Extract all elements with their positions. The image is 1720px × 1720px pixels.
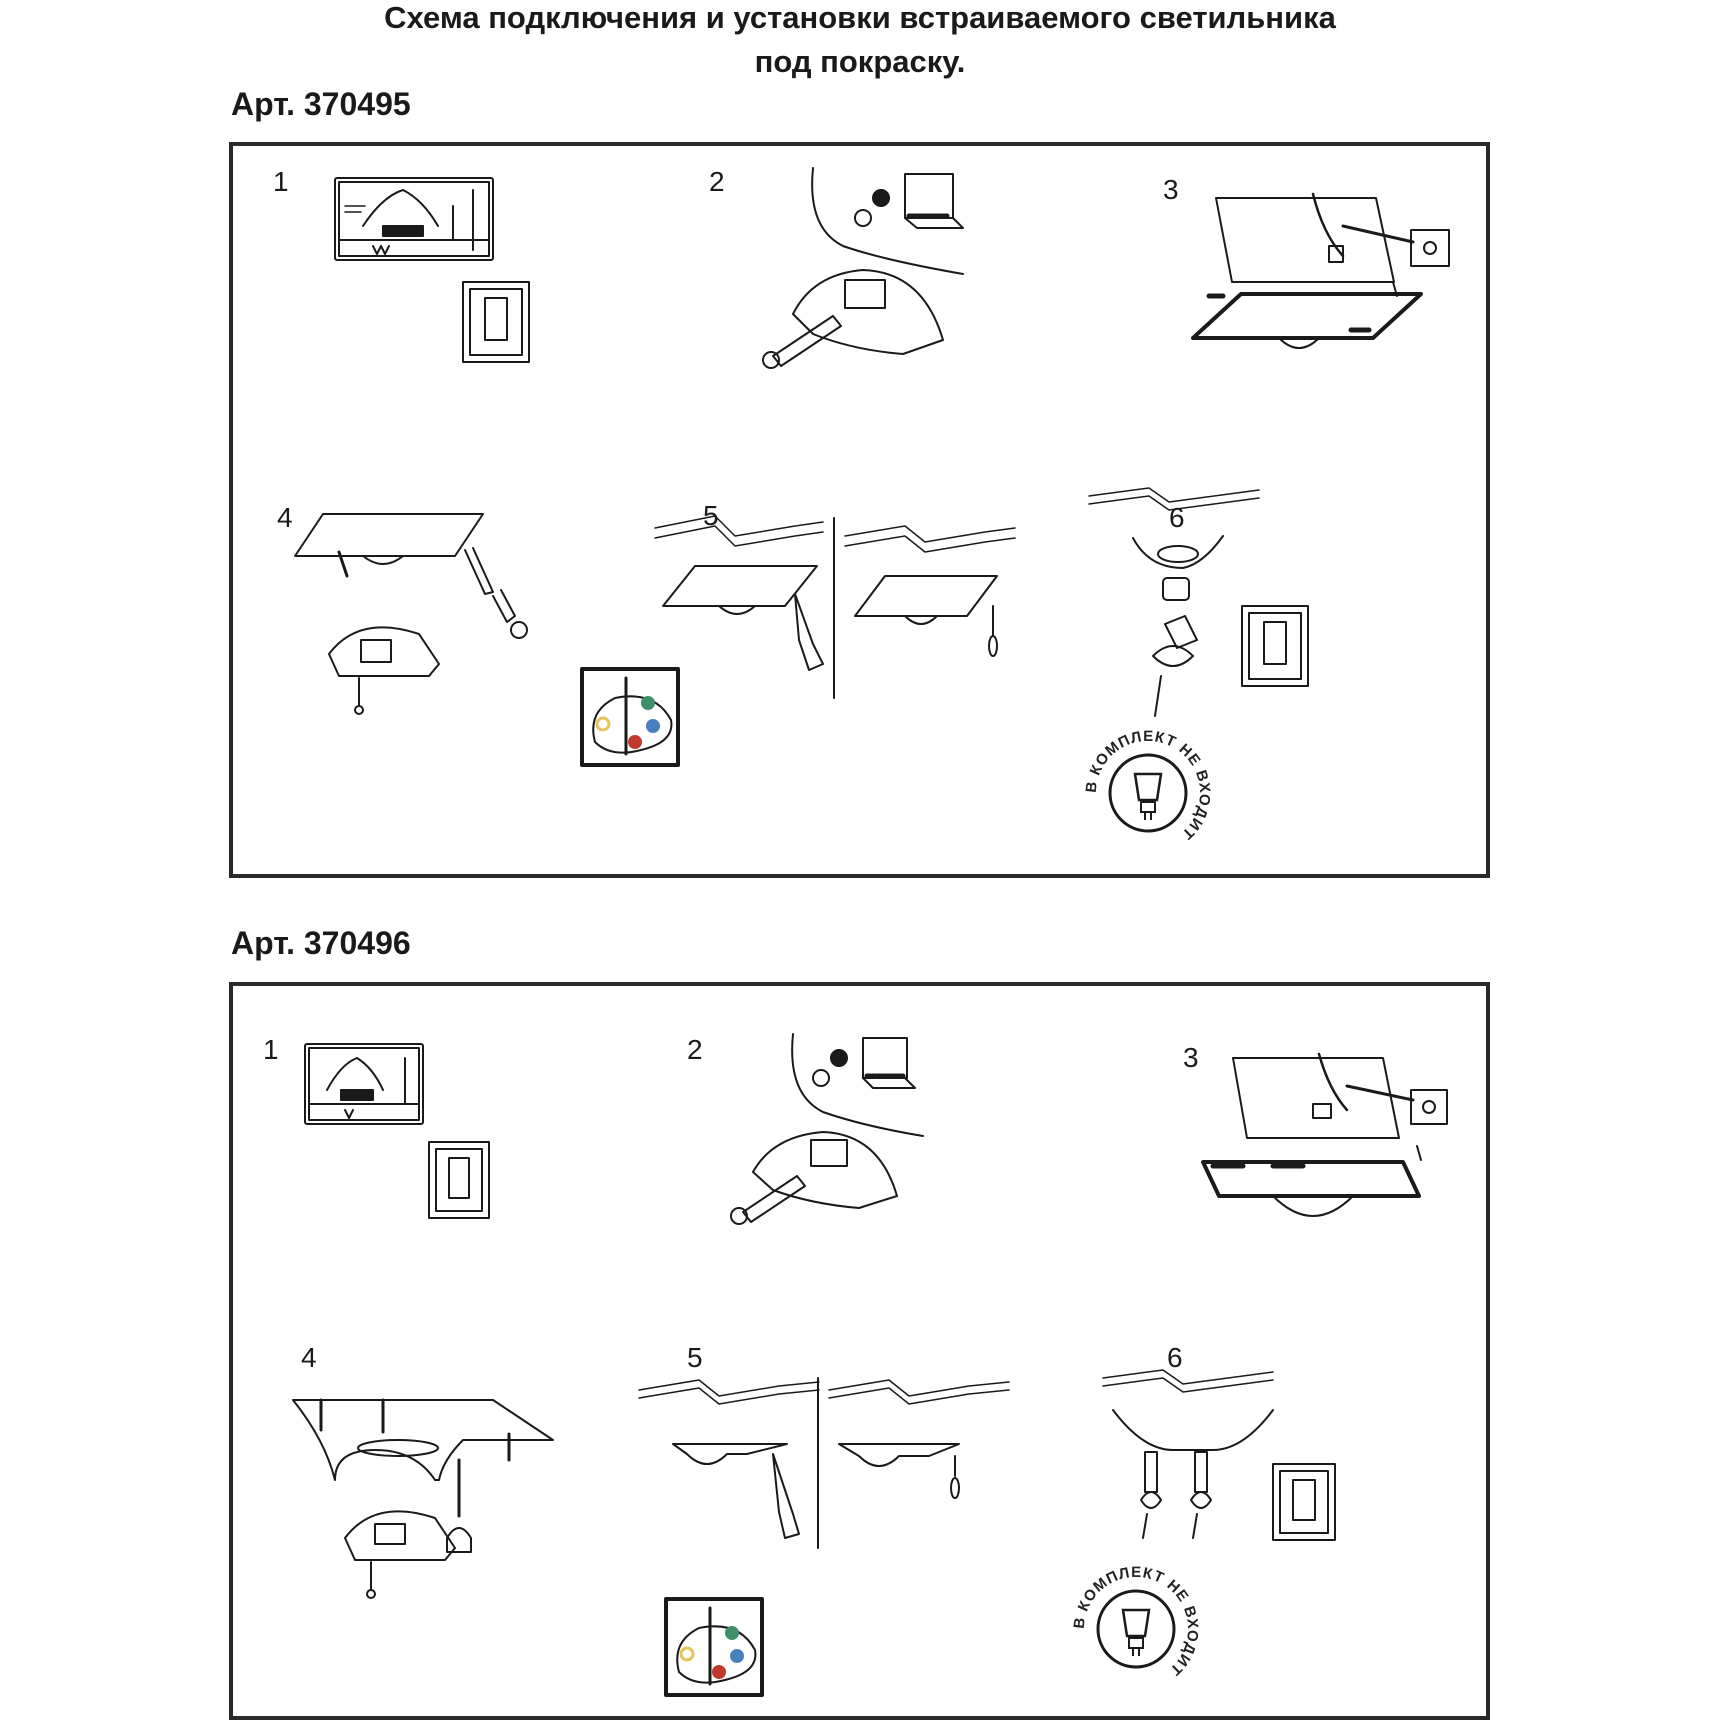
diagram-panel [229, 142, 1490, 878]
step-number: 3 [1163, 174, 1179, 205]
connector-icon [731, 1034, 923, 1224]
screw-mounting-icon [295, 514, 527, 714]
switch-icon [463, 282, 529, 362]
page-title-line2: под покраску. [754, 44, 966, 79]
not-included-stamp [1073, 718, 1223, 868]
stamp-text: В КОМПЛЕКТ НЕ ВХОДИТ [1082, 727, 1214, 844]
step-number: 3 [1183, 1042, 1199, 1073]
switch-icon [429, 1142, 489, 1218]
ceiling-wiring-icon [1193, 194, 1449, 348]
step-number: 6 [1167, 1342, 1183, 1373]
step-number: 1 [263, 1034, 279, 1065]
svg-text:В КОМПЛЕКТ НЕ ВХОДИТ [1071, 1564, 1202, 1679]
article-label: Арт. 370496 [231, 925, 411, 961]
step-number: 4 [301, 1342, 317, 1373]
wiring-diagram-icon [305, 1044, 423, 1124]
installation-illustrations [233, 986, 1486, 1716]
painting-icon [639, 1378, 1009, 1695]
bulb-insertion-icon [1089, 488, 1308, 716]
step-number: 5 [703, 500, 719, 531]
connector-icon [763, 168, 963, 368]
painting-icon [582, 516, 1015, 765]
installation-illustrations [233, 146, 1486, 874]
article-label: Арт. 370495 [231, 86, 411, 122]
bulb-insertion-icon [1103, 1370, 1335, 1540]
ceiling-wiring-icon [1203, 1054, 1447, 1216]
svg-text:В КОМПЛЕКТ НЕ ВХОДИТ [1083, 728, 1214, 843]
screw-mounting-icon [293, 1400, 553, 1598]
step-number: 1 [273, 166, 289, 197]
not-included-stamp [1061, 1554, 1211, 1704]
step-number: 5 [687, 1342, 703, 1373]
stamp-text: В КОМПЛЕКТ НЕ ВХОДИТ [1070, 1563, 1202, 1680]
step-number: 6 [1169, 502, 1185, 533]
diagram-panel [229, 982, 1490, 1720]
wiring-diagram-icon [335, 178, 493, 260]
step-number: 2 [709, 166, 725, 197]
step-number: 2 [687, 1034, 703, 1065]
step-number: 4 [277, 502, 293, 533]
page-title: Схема подключения и установки встраиваемого светильника [384, 0, 1336, 35]
